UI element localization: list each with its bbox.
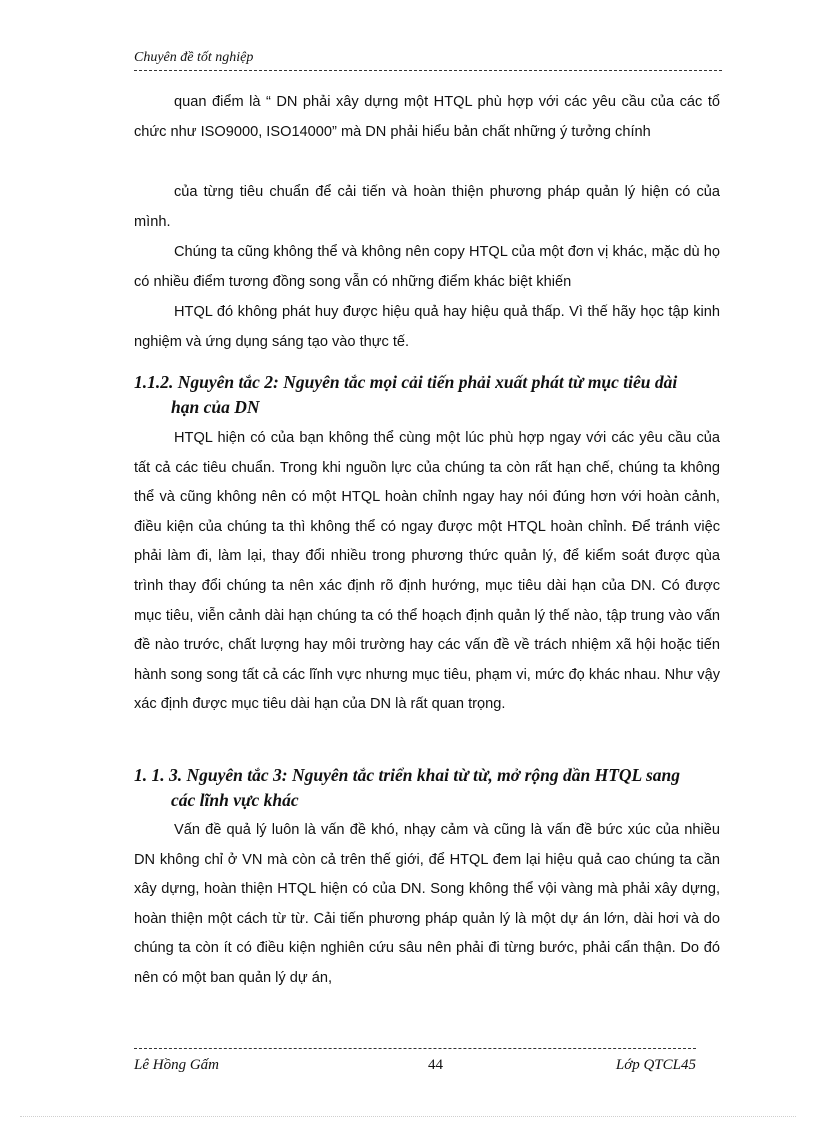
paragraph-3: Chúng ta cũng không thể và không nên copy HTQL của một đơn vị khác, mặc dù họ có nhiều điểm tương đồng song vẫn có những điểm khác biệt khiến [134,244,720,290]
section-heading-1-1-3 [134,763,724,813]
section-heading-line-2: hạn của DN [171,397,260,417]
section-heading-1-1-2 [134,370,724,420]
paragraph-5: HTQL hiện có của bạn không thể cùng một lúc phù hợp ngay với các yêu cầu của tất cả các tiêu chuẩn. Trong khi nguồn lực của chúng ta còn rất hạn chế, chúng ta không thể và cũng không nên có một HTQL hoàn chỉnh ngay hay nói đúng hơn với hoàn cảnh, điều kiện của chúng ta thì không thể có ngay được một HTQL hoàn chỉnh. Để tránh việc phải làm đi, làm lại, thay đổi nhiều trong phương thức quản lý, để kiểm soát được qùa trình thay đổi chúng ta nên xác định rõ định hướng, mục tiêu dài hạn của DN. Có được mục tiêu, viễn cảnh dài hạn chúng ta có thể hoạch định quản lý thế nào, tập trung vào vấn đề nào trước, chất lượng hay môi trường hay các vấn đề về trách nhiệm xã hội hoặc tiến hành song song tất cả các lĩnh vực nhưng mục tiêu, phạm vi, mức đọ khác nhau. Như vậy xác định được mục tiêu dài hạn của DN là rất quan trọng. [134,430,720,713]
paragraph-6: Vấn đề quả lý luôn là vấn đề khó, nhạy cảm và cũng là vấn đề bức xúc của nhiều DN không chỉ ở VN mà còn cả trên thế giới, để HTQL đem lại hiệu quả cao chúng ta cần xây dựng, hoàn thiện HTQL hiện có của DN. Song không thể vội vàng mà phải xây dựng, hoàn thiện một cách từ từ. Cải tiến phương pháp quản lý là một dự án lớn, dài hơi và do chúng ta còn ít có điều kiện nghiên cứu sâu nên phải đi từng bước, phải cẩn thận. Do đó nên có một ban quản lý dự án, [134,822,720,986]
footer-author: Lê Hồng Gấm [134,1057,219,1073]
section-heading-line-1: 1. 1. 3. Nguyên tắc 3: Nguyên tắc triển khai từ từ, mở rộng dần HTQL sang [134,765,680,785]
page-number: 44 [428,1057,443,1073]
page-bottom-border [20,1116,796,1117]
document-title: Chuyên đề tốt nghiệp [134,50,254,65]
footer-class: Lớp QTCL45 [615,1057,696,1073]
page-footer [134,1048,696,1079]
paragraph-2: của từng tiêu chuẩn để cải tiến và hoàn thiện phương pháp quản lý hiện có của mình. [134,184,720,230]
section-heading-line-2: các lĩnh vực khác [171,790,299,810]
section-heading-line-1: 1.1.2. Nguyên tắc 2: Nguyên tắc mọi cải tiến phải xuất phát từ mục tiêu dài [134,372,678,392]
page-header [134,48,722,71]
paragraph-4: HTQL đó không phát huy được hiệu quả hay hiệu quả thấp. Vì thế hãy học tập kinh nghiệm và ứng dụng sáng tạo vào thực tế. [134,304,720,350]
paragraph-1: quan điểm là “ DN phải xây dựng một HTQL phù hợp với các yêu cầu của các tổ chức như ISO9000, ISO14000” mà DN phải hiểu bản chất những ý tưởng chính [134,94,720,140]
